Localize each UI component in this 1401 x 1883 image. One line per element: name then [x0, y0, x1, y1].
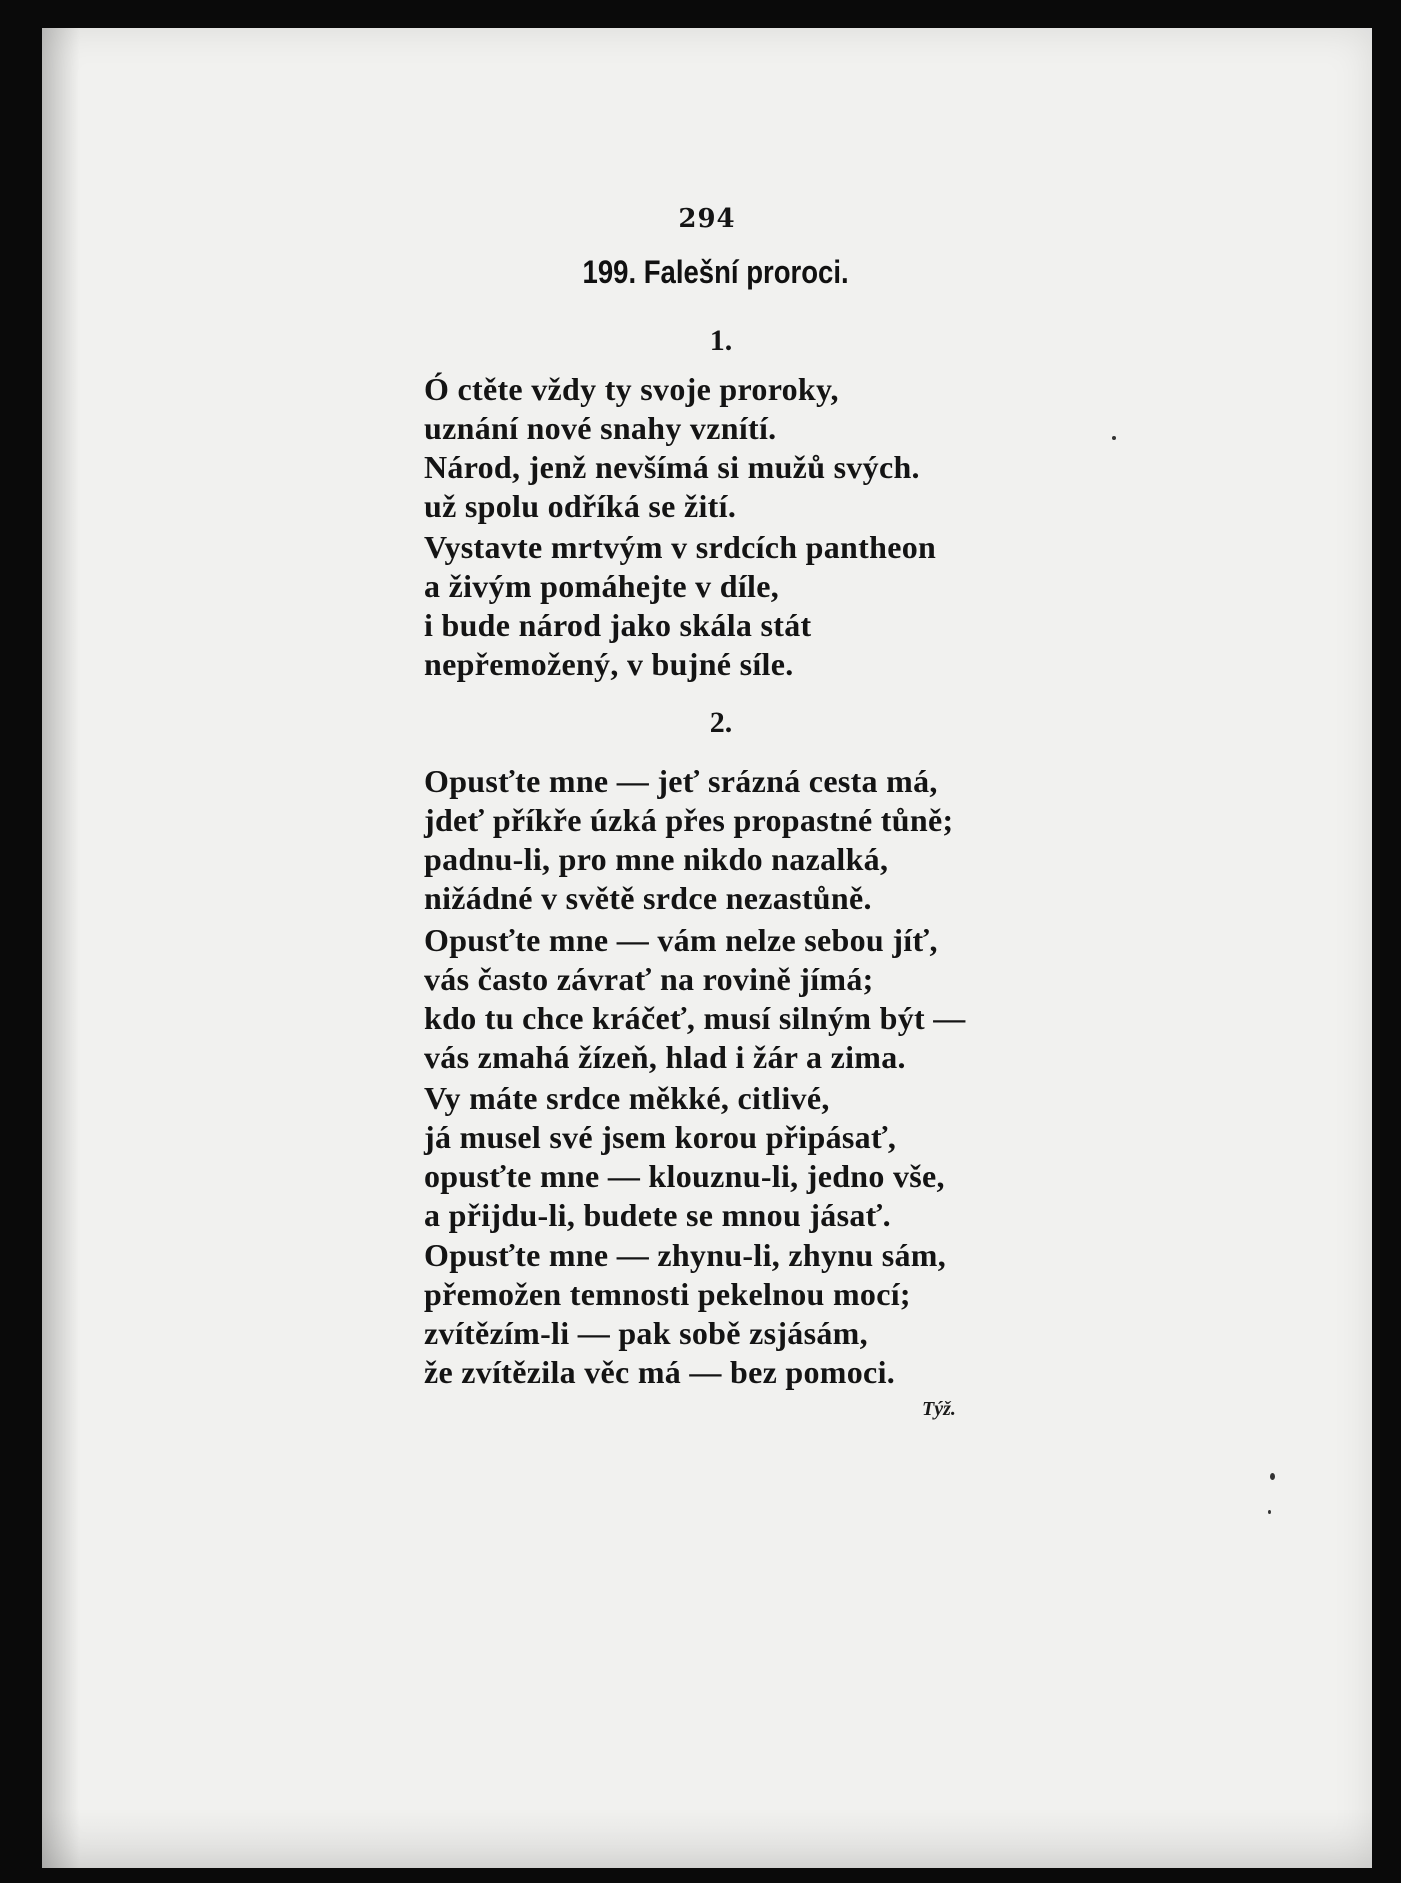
stanza-2-3 [424, 1079, 1184, 1235]
poem-line: vás často závrať na rovině jímá; [424, 961, 874, 997]
stanza-1-1 [424, 370, 1184, 526]
poem-line: nižádné v světě srdce nezastůně. [424, 880, 872, 916]
stanza-2-4 [424, 1236, 1184, 1392]
poem-line: opusťte mne — klouznu-li, jedno vše, [424, 1158, 945, 1194]
poem-line: padnu-li, pro mne nikdo nazalká, [424, 841, 889, 877]
stanza-2-2 [424, 921, 1184, 1077]
poem-line: Vystavte mrtvým v srdcích pantheon [424, 529, 937, 565]
page-bottom-shadow [42, 1808, 1372, 1868]
stanza-2-1 [424, 762, 1184, 918]
author-signature: Týž. [922, 1398, 956, 1420]
poem-line: Opusťte mne — vám nelze sebou jíť, [424, 922, 938, 958]
poem-line: nepřemožený, v bujné síle. [424, 646, 794, 682]
section-number-2: 2. [709, 706, 733, 739]
poem-line: kdo tu chce kráčeť, musí silným být — [424, 1000, 966, 1036]
poem-line: Národ, jenž nevšímá si mužů svých. [424, 449, 920, 485]
scan-speck [1112, 436, 1116, 440]
poem-line: jdeť příkře úzká přes propastné tůně; [424, 802, 954, 838]
page-number: 294 [678, 204, 736, 234]
stanza-1-2 [424, 528, 1184, 684]
poem-line: uznání nové snahy vznítí. [424, 410, 777, 446]
page-edge-shadow [42, 28, 80, 1868]
poem-line: já musel své jsem korou připásať, [424, 1119, 897, 1155]
poem-title: 199. Falešní proroci. [582, 254, 849, 290]
poem-line: už spolu odříká se žití. [424, 488, 737, 524]
poem-line: zvítězím-li — pak sobě zsjásám, [424, 1315, 868, 1351]
book-page [42, 28, 1372, 1868]
section-number-1: 1. [709, 324, 733, 357]
poem-line: a přijdu-li, budete se mnou jásať. [424, 1197, 891, 1233]
scan-speck [1270, 1473, 1275, 1480]
poem-line: že zvítězila věc má — bez pomoci. [424, 1354, 896, 1390]
scan-speck [1268, 1510, 1271, 1514]
poem-line: Ó ctěte vždy ty svoje proroky, [424, 371, 839, 407]
poem-line: přemožen temnosti pekelnou mocí; [424, 1276, 911, 1312]
poem-line: a živým pomáhejte v díle, [424, 568, 779, 604]
poem-line: Opusťte mne — jeť srázná cesta má, [424, 763, 938, 799]
poem-line: Vy máte srdce měkké, citlivé, [424, 1080, 830, 1116]
poem-line: i bude národ jako skála stát [424, 607, 812, 643]
poem-line: vás zmahá žízeň, hlad i žár a zima. [424, 1039, 906, 1075]
poem-line: Opusťte mne — zhynu-li, zhynu sám, [424, 1237, 947, 1273]
